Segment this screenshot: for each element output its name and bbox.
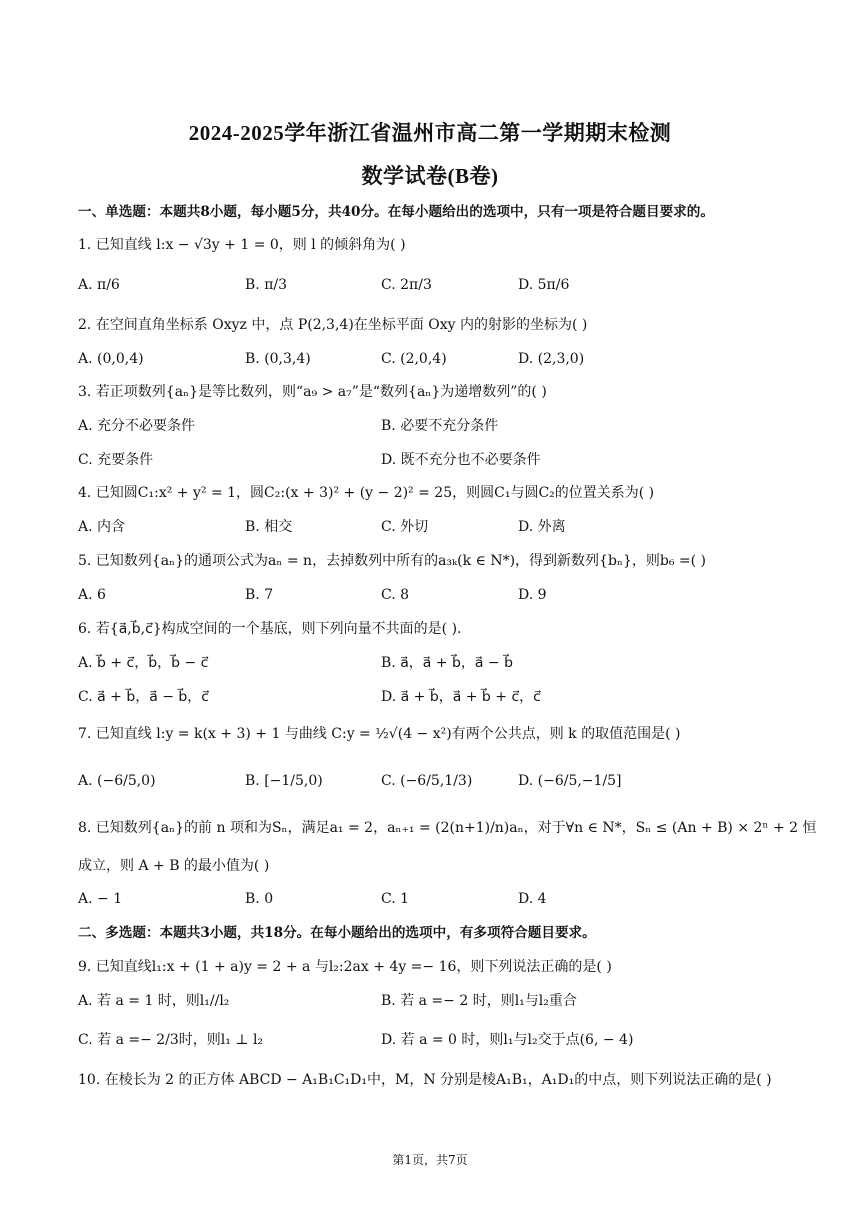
option: D. 4 [518,891,547,907]
option: B. 0 [245,891,274,907]
option: B. 必要不充分条件 [381,418,499,434]
option: C. 若 a =− 2/3时，则l₁ ⊥ l₂ [78,1032,264,1048]
option: D. 外离 [518,519,566,535]
question-stem: 1. 已知直线 l:x − √3y + 1 = 0，则 l 的倾斜角为( ) [78,237,406,253]
option: B. 相交 [245,519,293,535]
option: A. − 1 [78,891,123,907]
question-stem: 4. 已知圆C₁:x² + y² = 1，圆C₂:(x + 3)² + (y − 2)² = 25，则圆C₁与圆C₂的位置关系为( ) [78,485,655,501]
question-stem: 10. 在棱长为 2 的正方体 ABCD − A₁B₁C₁D₁中，M，N 分别是棱A₁B₁，A₁D₁的中点，则下列说法正确的是( ) [78,1072,772,1088]
options-row [78,451,788,473]
option: B. a⃗，a⃗ + b⃗，a⃗ − b⃗ [381,655,513,671]
option: C. (2,0,4) [381,351,447,367]
options-row [78,654,788,676]
option: A. 内含 [78,519,126,535]
option: C. a⃗ + b⃗，a⃗ − b⃗，c⃗ [78,689,210,705]
options-row [78,276,788,298]
options-row [78,1031,788,1053]
options-row [78,772,788,794]
section-heading: 二、多选题：本题共3小题，共18分。在每小题给出的选项中，有多项符合题目要求。 [78,925,596,941]
option: D. 5π/6 [518,277,570,293]
option: D. (−6/5,−1/5] [518,773,622,789]
option: C. 8 [381,587,410,603]
exam-subtitle: 数学试卷(B卷) [361,164,499,188]
option: A. b⃗ + c⃗，b⃗，b⃗ − c⃗ [78,655,209,671]
option: C. 1 [381,891,410,907]
options-row [78,992,788,1014]
option: B. π/3 [245,277,288,293]
options-row [78,350,788,372]
option: B. (0,3,4) [245,351,311,367]
option: A. 若 a = 1 时，则l₁//l₂ [78,993,230,1009]
question-stem: 3. 若正项数列{aₙ}是等比数列，则“a₉ > a₇”是“数列{aₙ}为递增数列”的( ) [78,384,547,400]
options-row [78,688,788,710]
options-row [78,417,788,439]
question-stem: 8. 已知数列{aₙ}的前 n 项和为Sₙ，满足a₁ = 2，aₙ₊₁ = (2(n+1)/n)aₙ，对于∀n ∈ N*，Sₙ ≤ (An + B) × 2ⁿ + 2 恒 [78,820,817,836]
option: C. 充要条件 [78,452,154,468]
options-row [78,586,788,608]
question-stem-continued: 成立，则 A + B 的最小值为( ) [78,858,270,874]
question-stem: 5. 已知数列{aₙ}的通项公式为aₙ = n，去掉数列中所有的a₃ₖ(k ∈ N*)，得到新数列{bₙ}，则b₆ =( ) [78,553,707,569]
option: A. π/6 [78,277,120,293]
option: D. 既不充分也不必要条件 [381,452,541,468]
option: A. 6 [78,587,106,603]
question-stem: 6. 若{a⃗,b⃗,c⃗}构成空间的一个基底，则下列向量不共面的是( ). [78,621,462,637]
question-stem: 2. 在空间直角坐标系 Oxyz 中，点 P(2,3,4)在坐标平面 Oxy 内的射影的坐标为( ) [78,317,588,333]
option: D. 若 a = 0 时，则l₁与l₂交于点(6, − 4) [381,1032,634,1048]
option: B. 7 [245,587,274,603]
question-stem: 7. 已知直线 l:y = k(x + 3) + 1 与曲线 C:y = ½√(4 − x²)有两个公共点，则 k 的取值范围是( ) [78,726,681,742]
option: A. (0,0,4) [78,351,144,367]
option: A. 充分不必要条件 [78,418,196,434]
option: B. [−1/5,0) [245,773,323,789]
option: A. (−6/5,0) [78,773,156,789]
option: D. a⃗ + b⃗，a⃗ + b⃗ + c⃗，c⃗ [381,689,541,705]
option: D. 9 [518,587,547,603]
question-stem: 9. 已知直线l₁:x + (1 + a)y = 2 + a 与l₂:2ax + 4y =− 16，则下列说法正确的是( ) [78,959,612,975]
option: C. 外切 [381,519,429,535]
section-heading: 一、单选题：本题共8小题，每小题5分，共40分。在每小题给出的选项中，只有一项是符合题目要求的。 [78,204,714,220]
page-footer: 第1页，共7页 [392,1153,468,1167]
options-row [78,890,788,912]
exam-title: 2024-2025学年浙江省温州市高二第一学期期末检测 [188,121,672,145]
option: D. (2,3,0) [518,351,585,367]
option: B. 若 a =− 2 时，则l₁与l₂重合 [381,993,577,1009]
option: C. 2π/3 [381,277,432,293]
options-row [78,518,788,540]
option: C. (−6/5,1/3) [381,773,473,789]
